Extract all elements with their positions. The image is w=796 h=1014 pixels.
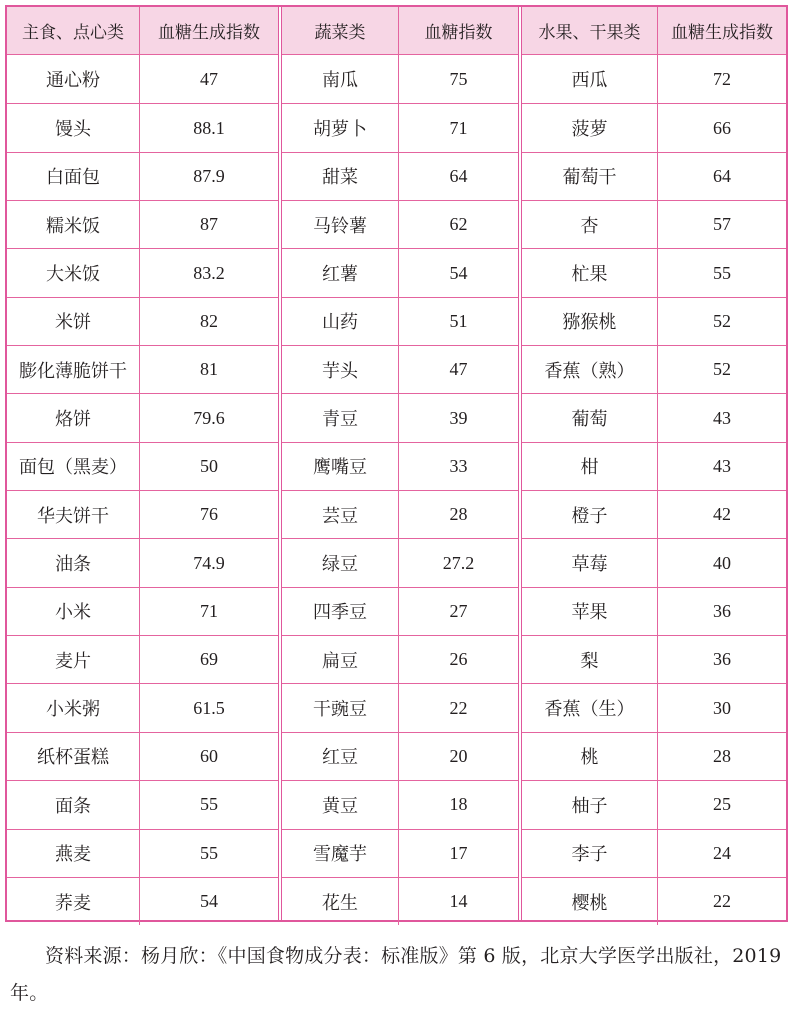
gi-value-cell: 62	[449, 214, 468, 235]
gi-value-cell: 54	[449, 262, 468, 283]
gi-value-cell: 26	[449, 649, 468, 670]
table-row	[7, 442, 278, 490]
gi-value-cell: 55	[200, 842, 218, 863]
food-name-cell: 杏	[522, 201, 658, 248]
table-row	[7, 200, 278, 248]
food-name-cell: 红豆	[282, 733, 399, 780]
column-header-index: 血糖生成指数	[158, 23, 260, 43]
food-name-cell: 杧果	[522, 249, 658, 296]
food-name-cell: 山药	[282, 298, 399, 345]
table-row	[522, 635, 786, 683]
gi-value-cell: 36	[713, 600, 731, 621]
vegetable-group	[278, 7, 518, 920]
gi-value-cell: 61.5	[193, 697, 225, 718]
food-name-cell: 米饼	[7, 298, 140, 345]
table-row	[282, 829, 518, 877]
gi-value-cell: 47	[200, 68, 218, 89]
food-name-cell: 糯米饭	[7, 201, 140, 248]
source-footnote: 资料来源：杨月欣：《中国食物成分表：标准版》第 6 版，北京大学医学出版社，2019 年。	[10, 945, 782, 1004]
table-row	[522, 490, 786, 538]
food-name-cell: 荞麦	[7, 878, 140, 925]
gi-value-cell: 20	[449, 745, 468, 766]
table-row	[7, 732, 278, 780]
table-row	[7, 345, 278, 393]
food-name-cell: 面包（黑麦）	[7, 443, 140, 490]
table-row	[7, 683, 278, 731]
gi-value-cell: 64	[449, 165, 468, 186]
gi-value-cell: 42	[713, 504, 731, 525]
food-name-cell: 猕猴桃	[522, 298, 658, 345]
food-name-cell: 芸豆	[282, 491, 399, 538]
food-name-cell: 苹果	[522, 588, 658, 635]
table-row	[522, 538, 786, 586]
food-name-cell: 黄豆	[282, 781, 399, 828]
gi-value-cell: 25	[713, 794, 731, 815]
gi-value-cell: 52	[713, 359, 731, 380]
food-name-cell: 燕麦	[7, 830, 140, 877]
table-row	[7, 297, 278, 345]
gi-value-cell: 66	[713, 117, 731, 138]
food-name-cell: 油条	[7, 539, 140, 586]
table-row	[7, 103, 278, 151]
gi-value-cell: 87	[200, 214, 218, 235]
food-name-cell: 小米	[7, 588, 140, 635]
food-name-cell: 李子	[522, 830, 658, 877]
food-name-cell: 干豌豆	[282, 684, 399, 731]
table-row	[7, 152, 278, 200]
table-row	[522, 345, 786, 393]
food-name-cell: 菠萝	[522, 104, 658, 151]
table-row	[522, 442, 786, 490]
gi-value-cell: 71	[200, 600, 218, 621]
food-name-cell: 雪魔芋	[282, 830, 399, 877]
table-row	[522, 297, 786, 345]
food-name-cell: 大米饭	[7, 249, 140, 296]
table-row	[7, 780, 278, 828]
gi-value-cell: 82	[200, 310, 218, 331]
gi-value-cell: 28	[449, 504, 468, 525]
column-header-category: 主食、点心类	[7, 7, 140, 54]
food-name-cell: 草莓	[522, 539, 658, 586]
table-row	[282, 103, 518, 151]
food-name-cell: 胡萝卜	[282, 104, 399, 151]
table-row	[522, 103, 786, 151]
table-row	[282, 490, 518, 538]
gi-value-cell: 55	[713, 262, 731, 283]
gi-value-cell: 71	[449, 117, 468, 138]
food-name-cell: 白面包	[7, 153, 140, 200]
gi-value-cell: 55	[200, 794, 218, 815]
gi-value-cell: 39	[449, 407, 468, 428]
gi-value-cell: 18	[449, 794, 468, 815]
gi-value-cell: 40	[713, 552, 731, 573]
food-name-cell: 南瓜	[282, 55, 399, 103]
table-header-row	[282, 7, 518, 55]
gi-value-cell: 50	[200, 455, 218, 476]
table-row	[282, 732, 518, 780]
food-name-cell: 纸杯蛋糕	[7, 733, 140, 780]
gi-value-cell: 27	[449, 600, 468, 621]
table-header-row	[7, 7, 278, 55]
column-header-index: 血糖生成指数	[671, 23, 773, 43]
table-row	[522, 393, 786, 441]
gi-value-cell: 30	[713, 697, 731, 718]
gi-value-cell: 60	[200, 745, 218, 766]
food-name-cell: 柑	[522, 443, 658, 490]
fruit-group	[518, 7, 786, 920]
gi-value-cell: 51	[449, 310, 468, 331]
food-name-cell: 马铃薯	[282, 201, 399, 248]
food-name-cell: 通心粉	[7, 55, 140, 103]
table-row	[522, 587, 786, 635]
gi-table	[5, 5, 788, 922]
food-name-cell: 芋头	[282, 346, 399, 393]
table-row	[7, 55, 278, 103]
gi-value-cell: 22	[713, 891, 731, 912]
gi-value-cell: 22	[449, 697, 468, 718]
food-name-cell: 香蕉（生）	[522, 684, 658, 731]
table-row	[282, 683, 518, 731]
gi-value-cell: 27.2	[442, 552, 475, 573]
food-name-cell: 桃	[522, 733, 658, 780]
table-row	[522, 780, 786, 828]
table-row	[7, 635, 278, 683]
food-name-cell: 扁豆	[282, 636, 399, 683]
table-row	[282, 877, 518, 925]
column-header-category: 蔬菜类	[282, 7, 399, 54]
table-row	[282, 297, 518, 345]
table-row	[282, 393, 518, 441]
table-row	[7, 248, 278, 296]
gi-value-cell: 64	[713, 165, 731, 186]
food-name-cell: 柚子	[522, 781, 658, 828]
table-row	[282, 248, 518, 296]
food-name-cell: 红薯	[282, 249, 399, 296]
food-name-cell: 华夫饼干	[7, 491, 140, 538]
table-row	[7, 393, 278, 441]
gi-value-cell: 43	[713, 455, 731, 476]
table-row	[7, 587, 278, 635]
gi-value-cell: 52	[713, 310, 731, 331]
food-name-cell: 香蕉（熟）	[522, 346, 658, 393]
table-row	[7, 829, 278, 877]
table-row	[7, 490, 278, 538]
food-name-cell: 葡萄	[522, 394, 658, 441]
food-name-cell: 鹰嘴豆	[282, 443, 399, 490]
table-row	[522, 732, 786, 780]
gi-value-cell: 87.9	[193, 165, 225, 186]
food-name-cell: 葡萄干	[522, 153, 658, 200]
gi-value-cell: 79.6	[193, 407, 225, 428]
food-name-cell: 面条	[7, 781, 140, 828]
table-row	[282, 152, 518, 200]
table-row	[522, 55, 786, 103]
food-name-cell: 甜菜	[282, 153, 399, 200]
food-name-cell: 西瓜	[522, 55, 658, 103]
gi-value-cell: 54	[200, 891, 218, 912]
table-row	[7, 877, 278, 925]
gi-value-cell: 43	[713, 407, 731, 428]
gi-value-cell: 47	[449, 359, 468, 380]
food-name-cell: 橙子	[522, 491, 658, 538]
table-row	[522, 877, 786, 925]
gi-value-cell: 57	[713, 214, 731, 235]
food-name-cell: 四季豆	[282, 588, 399, 635]
gi-value-cell: 81	[200, 359, 218, 380]
gi-value-cell: 36	[713, 649, 731, 670]
table-row	[282, 200, 518, 248]
column-header-index: 血糖指数	[424, 23, 493, 43]
gi-value-cell: 75	[449, 68, 468, 89]
gi-value-cell: 72	[713, 68, 731, 89]
gi-value-cell: 17	[449, 842, 468, 863]
food-name-cell: 青豆	[282, 394, 399, 441]
gi-value-cell: 24	[713, 842, 731, 863]
table-row	[522, 829, 786, 877]
table-row	[522, 152, 786, 200]
column-header-category: 水果、干果类	[522, 7, 658, 54]
food-name-cell: 烙饼	[7, 394, 140, 441]
food-name-cell: 绿豆	[282, 539, 399, 586]
gi-value-cell: 74.9	[193, 552, 225, 573]
gi-value-cell: 33	[449, 455, 468, 476]
table-row	[282, 55, 518, 103]
table-row	[282, 345, 518, 393]
staple-food-group	[7, 7, 278, 920]
food-name-cell: 膨化薄脆饼干	[7, 346, 140, 393]
table-row	[282, 587, 518, 635]
table-header-row	[522, 7, 786, 55]
table-row	[282, 635, 518, 683]
table-row	[522, 248, 786, 296]
table-row	[282, 780, 518, 828]
food-name-cell: 花生	[282, 878, 399, 925]
food-name-cell: 小米粥	[7, 684, 140, 731]
gi-value-cell: 28	[713, 745, 731, 766]
gi-value-cell: 88.1	[193, 117, 225, 138]
table-row	[522, 683, 786, 731]
gi-value-cell: 69	[200, 649, 218, 670]
table-row	[282, 538, 518, 586]
table-row	[7, 538, 278, 586]
food-name-cell: 梨	[522, 636, 658, 683]
gi-value-cell: 76	[200, 504, 218, 525]
food-name-cell: 麦片	[7, 636, 140, 683]
food-name-cell: 馒头	[7, 104, 140, 151]
table-row	[522, 200, 786, 248]
gi-value-cell: 83.2	[193, 262, 225, 283]
table-row	[282, 442, 518, 490]
gi-value-cell: 14	[449, 891, 468, 912]
food-name-cell: 樱桃	[522, 878, 658, 925]
